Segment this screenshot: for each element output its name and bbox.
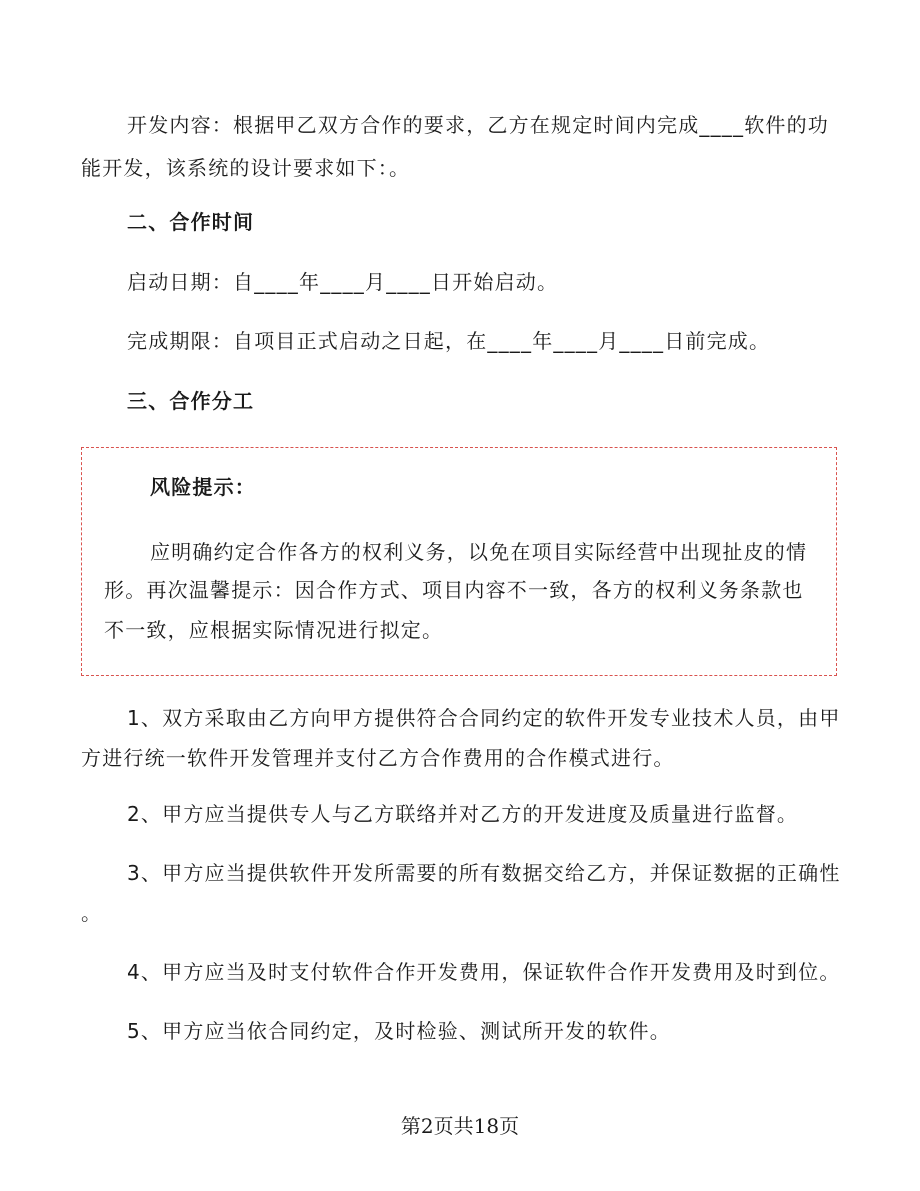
clause-1-line2: 方进行统一软件开发管理并支付乙方合作费用的合作模式进行。 [81, 746, 675, 770]
dev-content-line1: 开发内容：根据甲乙双方合作的要求，乙方在规定时间内完成____软件的功 [127, 113, 829, 137]
risk-notice-line3: 不一致，应根据实际情况进行拟定。 [104, 618, 444, 642]
section2-heading: 二、合作时间 [127, 210, 255, 234]
clause-3-line1: 3、甲方应当提供软件开发所需要的所有数据交给乙方，并保证数据的正确性 [127, 861, 841, 885]
deadline-line: 完成期限：自项目正式启动之日起，在____年____月____日前完成。 [127, 329, 771, 353]
risk-notice-title: 风险提示： [150, 475, 256, 499]
clause-4: 4、甲方应当及时支付软件合作开发费用，保证软件合作开发费用及时到位。 [127, 960, 841, 984]
clause-5: 5、甲方应当依合同约定，及时检验、测试所开发的软件。 [127, 1019, 671, 1043]
dev-content-line2: 能开发，该系统的设计要求如下：。 [81, 156, 411, 180]
risk-notice-line1: 应明确约定合作各方的权利义务，以免在项目实际经营中出现扯皮的情 [150, 540, 808, 564]
start-date-line: 启动日期：自____年____月____日开始启动。 [127, 270, 559, 294]
clause-2: 2、甲方应当提供专人与乙方联络并对乙方的开发进度及质量进行监督。 [127, 802, 799, 826]
clause-3-line2: 。 [81, 901, 103, 925]
risk-notice-line2: 形。再次温馨提示：因合作方式、项目内容不一致，各方的权利义务条款也 [104, 578, 804, 602]
page-indicator: 第2页共18页 [400, 1114, 520, 1138]
clause-1-line1: 1、双方采取由乙方向甲方提供符合合同约定的软件开发专业技术人员，由甲 [127, 706, 841, 730]
section3-heading: 三、合作分工 [127, 389, 255, 413]
